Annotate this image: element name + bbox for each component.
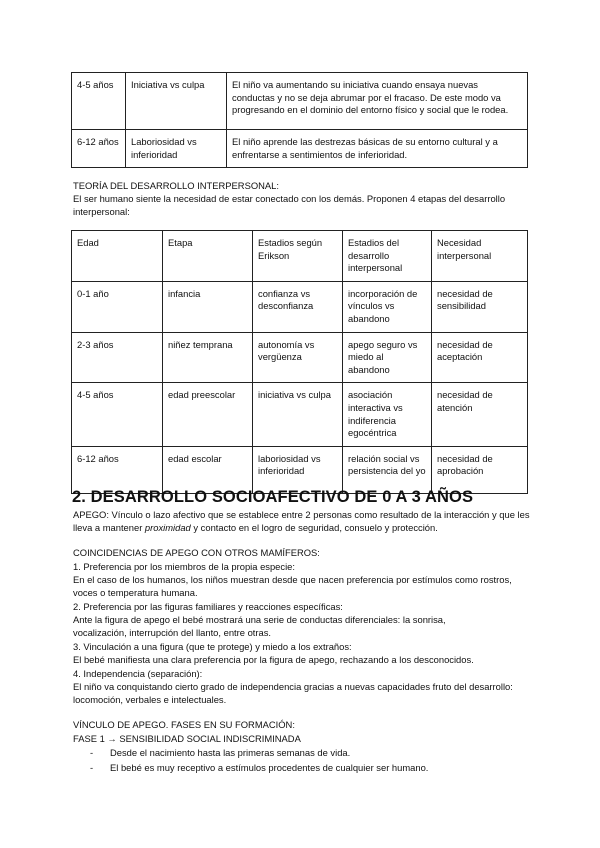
- table-cell: 0-1 año: [72, 281, 163, 332]
- table-cell: 2-3 años: [72, 332, 163, 383]
- interpersonal-table: [71, 230, 528, 494]
- phase-title: FASE 1 → SENSIBILIDAD SOCIAL INDISCRIMINADA: [73, 733, 301, 744]
- age-cell: 6-12 años: [72, 130, 126, 168]
- stage-cell: Iniciativa vs culpa: [126, 73, 227, 130]
- table-cell: asociación interactiva vs indiferencia egocéntrica: [343, 383, 432, 446]
- table-cell: laboriosidad vs inferioridad: [253, 446, 343, 493]
- table-cell: edad preescolar: [163, 383, 253, 446]
- coincidencia-text: En el caso de los humanos, los niños muestran desde que nacen preferencia por estímulos como rostros, voces o temperatura humana.: [73, 574, 512, 598]
- apego-text-start: APEGO: Vínculo o lazo afectivo que se establece entre 2 personas como resultado de la interacción y que les lleva a mantener: [73, 509, 530, 533]
- apego-definition: [73, 509, 539, 534]
- table-cell: necesidad de atención: [432, 383, 528, 446]
- coincidencia-title: 3. Vinculación a una figura (que te protege) y miedo a los extraños:: [73, 641, 352, 652]
- list-item: - Desde el nacimiento hasta las primeras semanas de vida.: [90, 747, 428, 762]
- coincidencia-text: El bebé manifiesta una clara preferencia por la figura de apego, rechazando a los desconocidos.: [73, 654, 474, 665]
- interpersonal-heading: TEORÍA DEL DESARROLLO INTERPERSONAL:: [73, 180, 279, 191]
- interpersonal-intro: El ser humano siente la necesidad de estar conectado con los demás. Proponen 4 etapas del desarrollo interpersonal:: [73, 193, 506, 217]
- table-cell: edad escolar: [163, 446, 253, 493]
- table-cell: 4-5 años: [72, 383, 163, 446]
- column-header: Edad: [72, 231, 163, 282]
- coincidencia-title: 1. Preferencia por los miembros de la propia especie:: [73, 561, 295, 572]
- stage-cell: Laboriosidad vs inferioridad: [126, 130, 227, 168]
- table-row: [72, 73, 528, 130]
- table-cell: 6-12 años: [72, 446, 163, 493]
- table-cell: relación social vs persistencia del yo: [343, 446, 432, 493]
- coincidencia-text: Ante la figura de apego el bebé mostrará una serie de conductas diferenciales: la sonrisa, vocalización, interrupción del llanto, entre otras.: [73, 614, 446, 638]
- description-cell: El niño aprende las destrezas básicas de su entorno cultural y a enfrentarse a sentimientos de inferioridad.: [227, 130, 528, 168]
- table-row: [72, 130, 528, 168]
- table-row: [72, 281, 528, 332]
- apego-text-end: y contacto en el logro de seguridad, consuelo y protección.: [190, 521, 438, 533]
- table-cell: autonomía vs vergüenza: [253, 332, 343, 383]
- apego-emphasis: proximidad: [144, 521, 191, 533]
- section-title: 2. DESARROLLO SOCIOAFECTIVO DE 0 A 3 AÑOS: [72, 488, 474, 506]
- table-cell: niñez temprana: [163, 332, 253, 383]
- table-row: [72, 383, 528, 446]
- table-cell: infancia: [163, 281, 253, 332]
- erikson-stages-table: [71, 72, 528, 168]
- vinculo-heading: VÍNCULO DE APEGO. FASES EN SU FORMACIÓN:: [73, 719, 295, 730]
- column-header: Estadios según Erikson: [253, 231, 343, 282]
- table-cell: necesidad de sensibilidad: [432, 281, 528, 332]
- column-header: Necesidad interpersonal: [432, 231, 528, 282]
- coincidencia-text: El niño va conquistando cierto grado de independencia gracias a nuevas capacidades fruto del desarrollo: locomoción, verbales e intelectuales.: [73, 681, 513, 705]
- table-cell: incorporación de vínculos vs abandono: [343, 281, 432, 332]
- table-cell: necesidad de aceptación: [432, 332, 528, 383]
- table-cell: necesidad de aprobación: [432, 446, 528, 493]
- table-cell: confianza vs desconfianza: [253, 281, 343, 332]
- column-header: Etapa: [163, 231, 253, 282]
- table-row: [72, 332, 528, 383]
- coincidencia-title: 2. Preferencia por las figuras familiares y reacciones específicas:: [73, 601, 343, 612]
- table-header-row: [72, 231, 528, 282]
- coincidencia-title: 4. Independencia (separación):: [73, 668, 203, 679]
- age-cell: 4-5 años: [72, 73, 126, 130]
- table-cell: apego seguro vs miedo al abandono: [343, 332, 432, 383]
- description-cell: El niño va aumentando su iniciativa cuando ensaya nuevas conductas y no se deja abrumar por el fracaso. De este modo va progresando en el dominio del entorno físico y social que le rodea.: [227, 73, 528, 130]
- table-cell: iniciativa vs culpa: [253, 383, 343, 446]
- column-header: Estadios del desarrollo interpersonal: [343, 231, 432, 282]
- phase-bullet-list: [90, 747, 428, 777]
- list-item: - El bebé es muy receptivo a estímulos procedentes de cualquier ser humano.: [90, 762, 428, 777]
- coincidencias-heading: COINCIDENCIAS DE APEGO CON OTROS MAMÍFEROS:: [73, 547, 320, 558]
